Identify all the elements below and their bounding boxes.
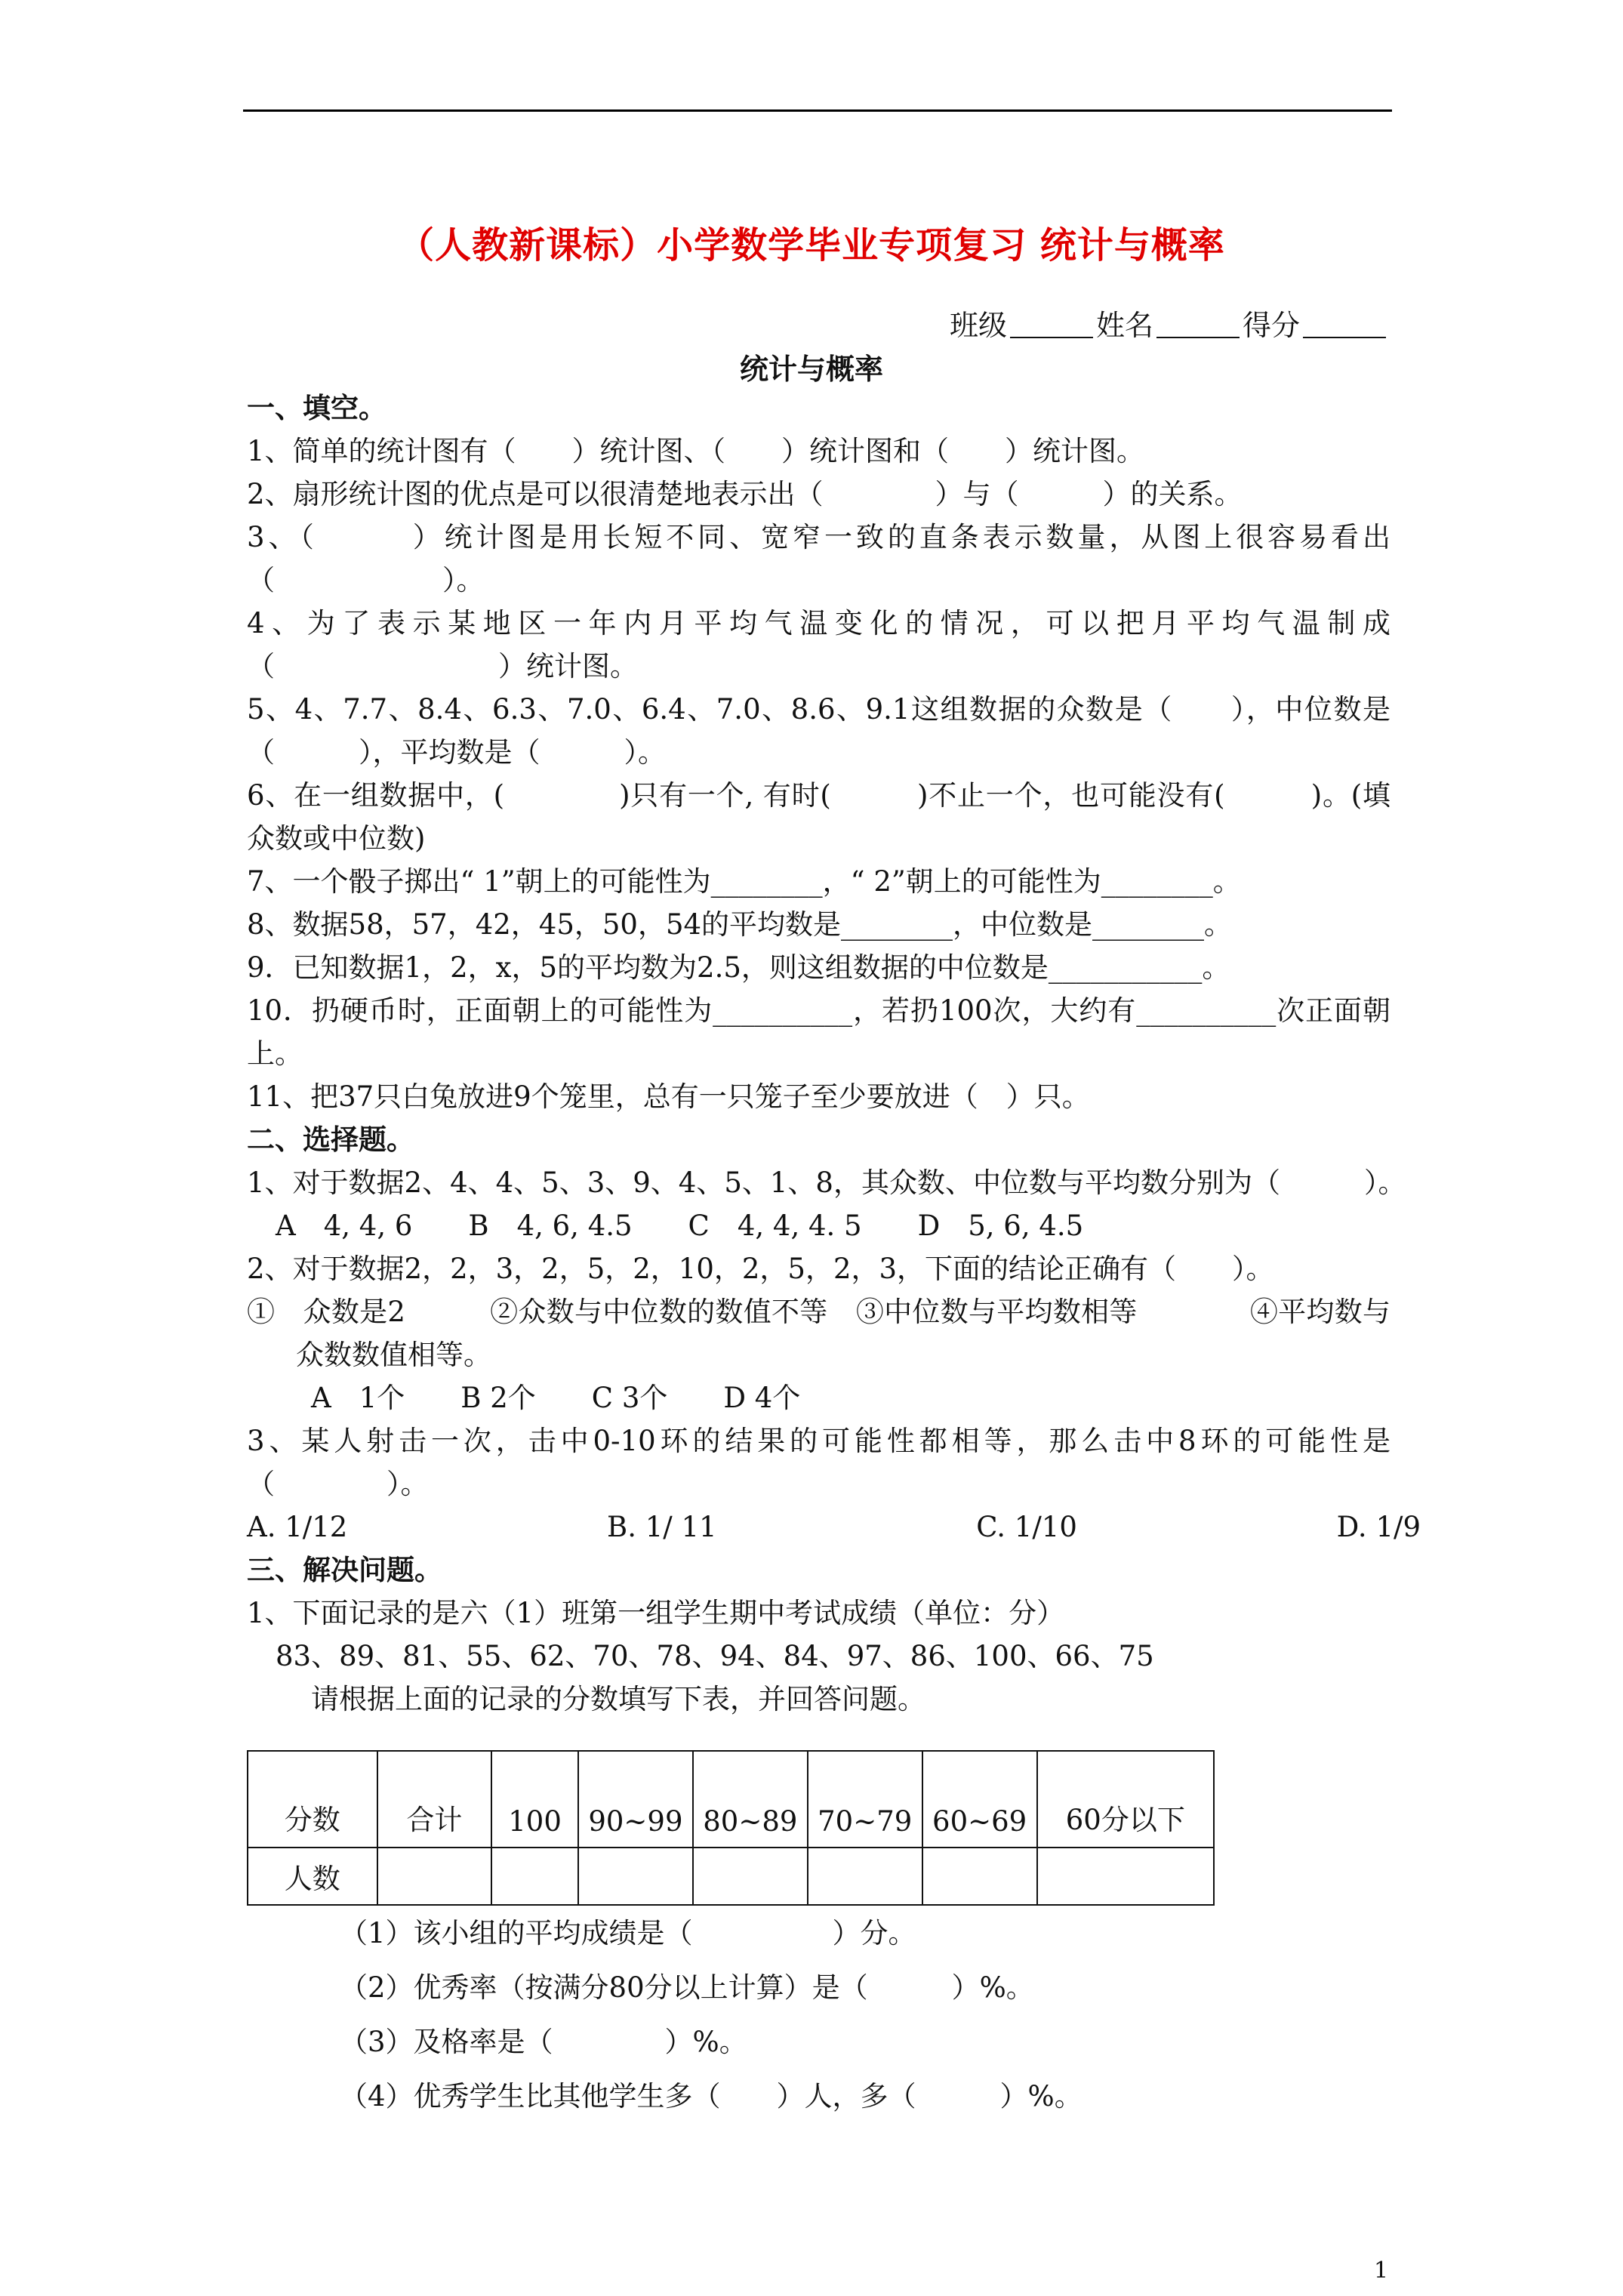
table-blank-cell[interactable]	[693, 1848, 808, 1905]
option-d: D. 1/9	[1336, 1511, 1421, 1543]
table-header-cell: 60~69	[922, 1751, 1037, 1848]
score-label: 得分	[1242, 309, 1300, 342]
student-info	[950, 302, 1389, 344]
table-header-cell: 分数	[248, 1751, 377, 1848]
fill-q10-cont: 上。	[247, 1037, 303, 1070]
table-row	[248, 1848, 1214, 1905]
sub-question-3: （3）及格率是（ ）%。	[340, 2026, 747, 2058]
choice-q1: 1、对于数据2、4、4、5、3、9、4、5、1、8，其众数、中位数与平均数分别为（ ）。	[247, 1166, 1406, 1199]
fill-q6: 6、在一组数据中，( )只有一个, 有时( )不止一个，也可能没有( )。(填	[247, 779, 1390, 812]
sub-question-1: （1）该小组的平均成绩是（ ）分。	[340, 1917, 916, 1949]
choice-q2-statements: ① 众数是2 ②众数与中位数的数值不等 ③中位数与平均数相等 ④平均数与	[247, 1296, 1390, 1328]
table-header-cell: 80~89	[693, 1751, 808, 1848]
table-header-cell: 合计	[377, 1751, 492, 1848]
table-blank-cell[interactable]	[377, 1848, 492, 1905]
table-blank-cell[interactable]	[922, 1848, 1037, 1905]
table-blank-cell[interactable]	[808, 1848, 922, 1905]
fill-q3: 3、（ ）统计图是用长短不同、宽窄一致的直条表示数量，从图上很容易看出	[247, 521, 1390, 553]
table-header-cell: 70~79	[808, 1751, 922, 1848]
fill-q1: 1、简单的统计图有（ ）统计图、（ ）统计图和（ ）统计图。	[247, 435, 1145, 467]
choice-q3-cont: （ ）。	[247, 1468, 429, 1500]
choice-q2: 2、对于数据2，2，3，2，5，2，10，2，5，2，3，下面的结论正确有（ ）。	[247, 1253, 1274, 1285]
fill-q8: 8、数据58，57，42，45，50，54的平均数是________，中位数是________。	[247, 908, 1233, 941]
option-b: B. 1/ 11	[607, 1511, 717, 1543]
table-row-label: 人数	[248, 1848, 377, 1905]
score-record: 83、89、81、55、62、70、78、94、84、97、86、100、66、75	[276, 1640, 1154, 1672]
table-row	[248, 1751, 1214, 1848]
sub-questions	[340, 1906, 1083, 2124]
sub-question-4: （4）优秀学生比其他学生多（ ）人，多（ ）%。	[340, 2080, 1083, 2113]
section1-heading: 一、填空。	[247, 391, 387, 424]
class-label: 班级	[949, 309, 1007, 342]
question-body	[247, 387, 1421, 1721]
fill-q7: 7、一个骰子掷出“ 1”朝上的可能性为________，“ 2”朝上的可能性为________。	[247, 865, 1241, 898]
score-blank	[1303, 336, 1386, 338]
choice-q2-statements-cont: 众数数值相等。	[296, 1339, 491, 1371]
section-subtitle: 统计与概率	[739, 352, 883, 386]
option-a: A. 1/12	[247, 1511, 348, 1543]
fill-q4: 4、为了表示某地区一年内月平均气温变化的情况，可以把月平均气温制成	[247, 607, 1390, 639]
fill-q6-cont: 众数或中位数)	[247, 822, 426, 855]
choice-q2-options: A 1个 B 2个 C 3个 D 4个	[311, 1382, 801, 1414]
fill-q4-cont: （ ）统计图。	[247, 650, 638, 683]
fill-q10: 10．扔硬币时，正面朝上的可能性为__________，若扔100次，大约有__________次正面朝	[247, 994, 1390, 1027]
table-blank-cell[interactable]	[1037, 1848, 1214, 1905]
page-number: 1	[1374, 2257, 1389, 2284]
class-blank	[1010, 336, 1093, 338]
name-label: 姓名	[1095, 309, 1153, 342]
name-blank	[1156, 336, 1240, 338]
choice-q1-options: A 4, 4, 6 B 4, 6, 4.5 C 4, 4, 4. 5 D 5, 6, 4.5	[276, 1210, 1084, 1242]
header-rule	[243, 109, 1392, 112]
choice-q3-options	[247, 1505, 1421, 1549]
choice-q3: 3、某人射击一次，击中0-10环的结果的可能性都相等，那么击中8环的可能性是	[247, 1425, 1390, 1457]
fill-q3-cont: （ ）。	[247, 564, 485, 596]
fill-q11: 11、把37只白兔放进9个笼里，总有一只笼子至少要放进（ ）只。	[247, 1080, 1090, 1113]
fill-q9: 9．已知数据1，2，x，5的平均数为2.5，则这组数据的中位数是___________。	[247, 951, 1230, 984]
page-title: （人教新课标）小学数学毕业专项复习 统计与概率	[398, 224, 1225, 267]
table-blank-cell[interactable]	[491, 1848, 578, 1905]
option-c: C. 1/10	[976, 1511, 1077, 1543]
section3-heading: 三、解决问题。	[247, 1553, 442, 1586]
table-header-cell: 90~99	[578, 1751, 693, 1848]
table-header-cell: 100	[491, 1751, 578, 1848]
problem-q1: 1、下面记录的是六（1）班第一组学生期中考试成绩（单位：分）	[247, 1597, 1065, 1629]
table-blank-cell[interactable]	[578, 1848, 693, 1905]
section2-heading: 二、选择题。	[247, 1123, 414, 1156]
fill-q5-cont: （ ），平均数是（ ）。	[247, 736, 666, 769]
sub-question-2: （2）优秀率（按满分80分以上计算）是（ ）%。	[340, 1971, 1034, 2004]
problem-instruction: 请根据上面的记录的分数填写下表，并回答问题。	[311, 1683, 925, 1715]
table-header-cell: 60分以下	[1037, 1751, 1214, 1848]
fill-q5: 5、4、7.7、8.4、6.3、7.0、6.4、7.0、8.6、9.1这组数据的众数是（ ），中位数是	[247, 693, 1390, 726]
score-table	[247, 1750, 1215, 1906]
fill-q2: 2、扇形统计图的优点是可以很清楚地表示出（ ）与（ ）的关系。	[247, 478, 1243, 510]
